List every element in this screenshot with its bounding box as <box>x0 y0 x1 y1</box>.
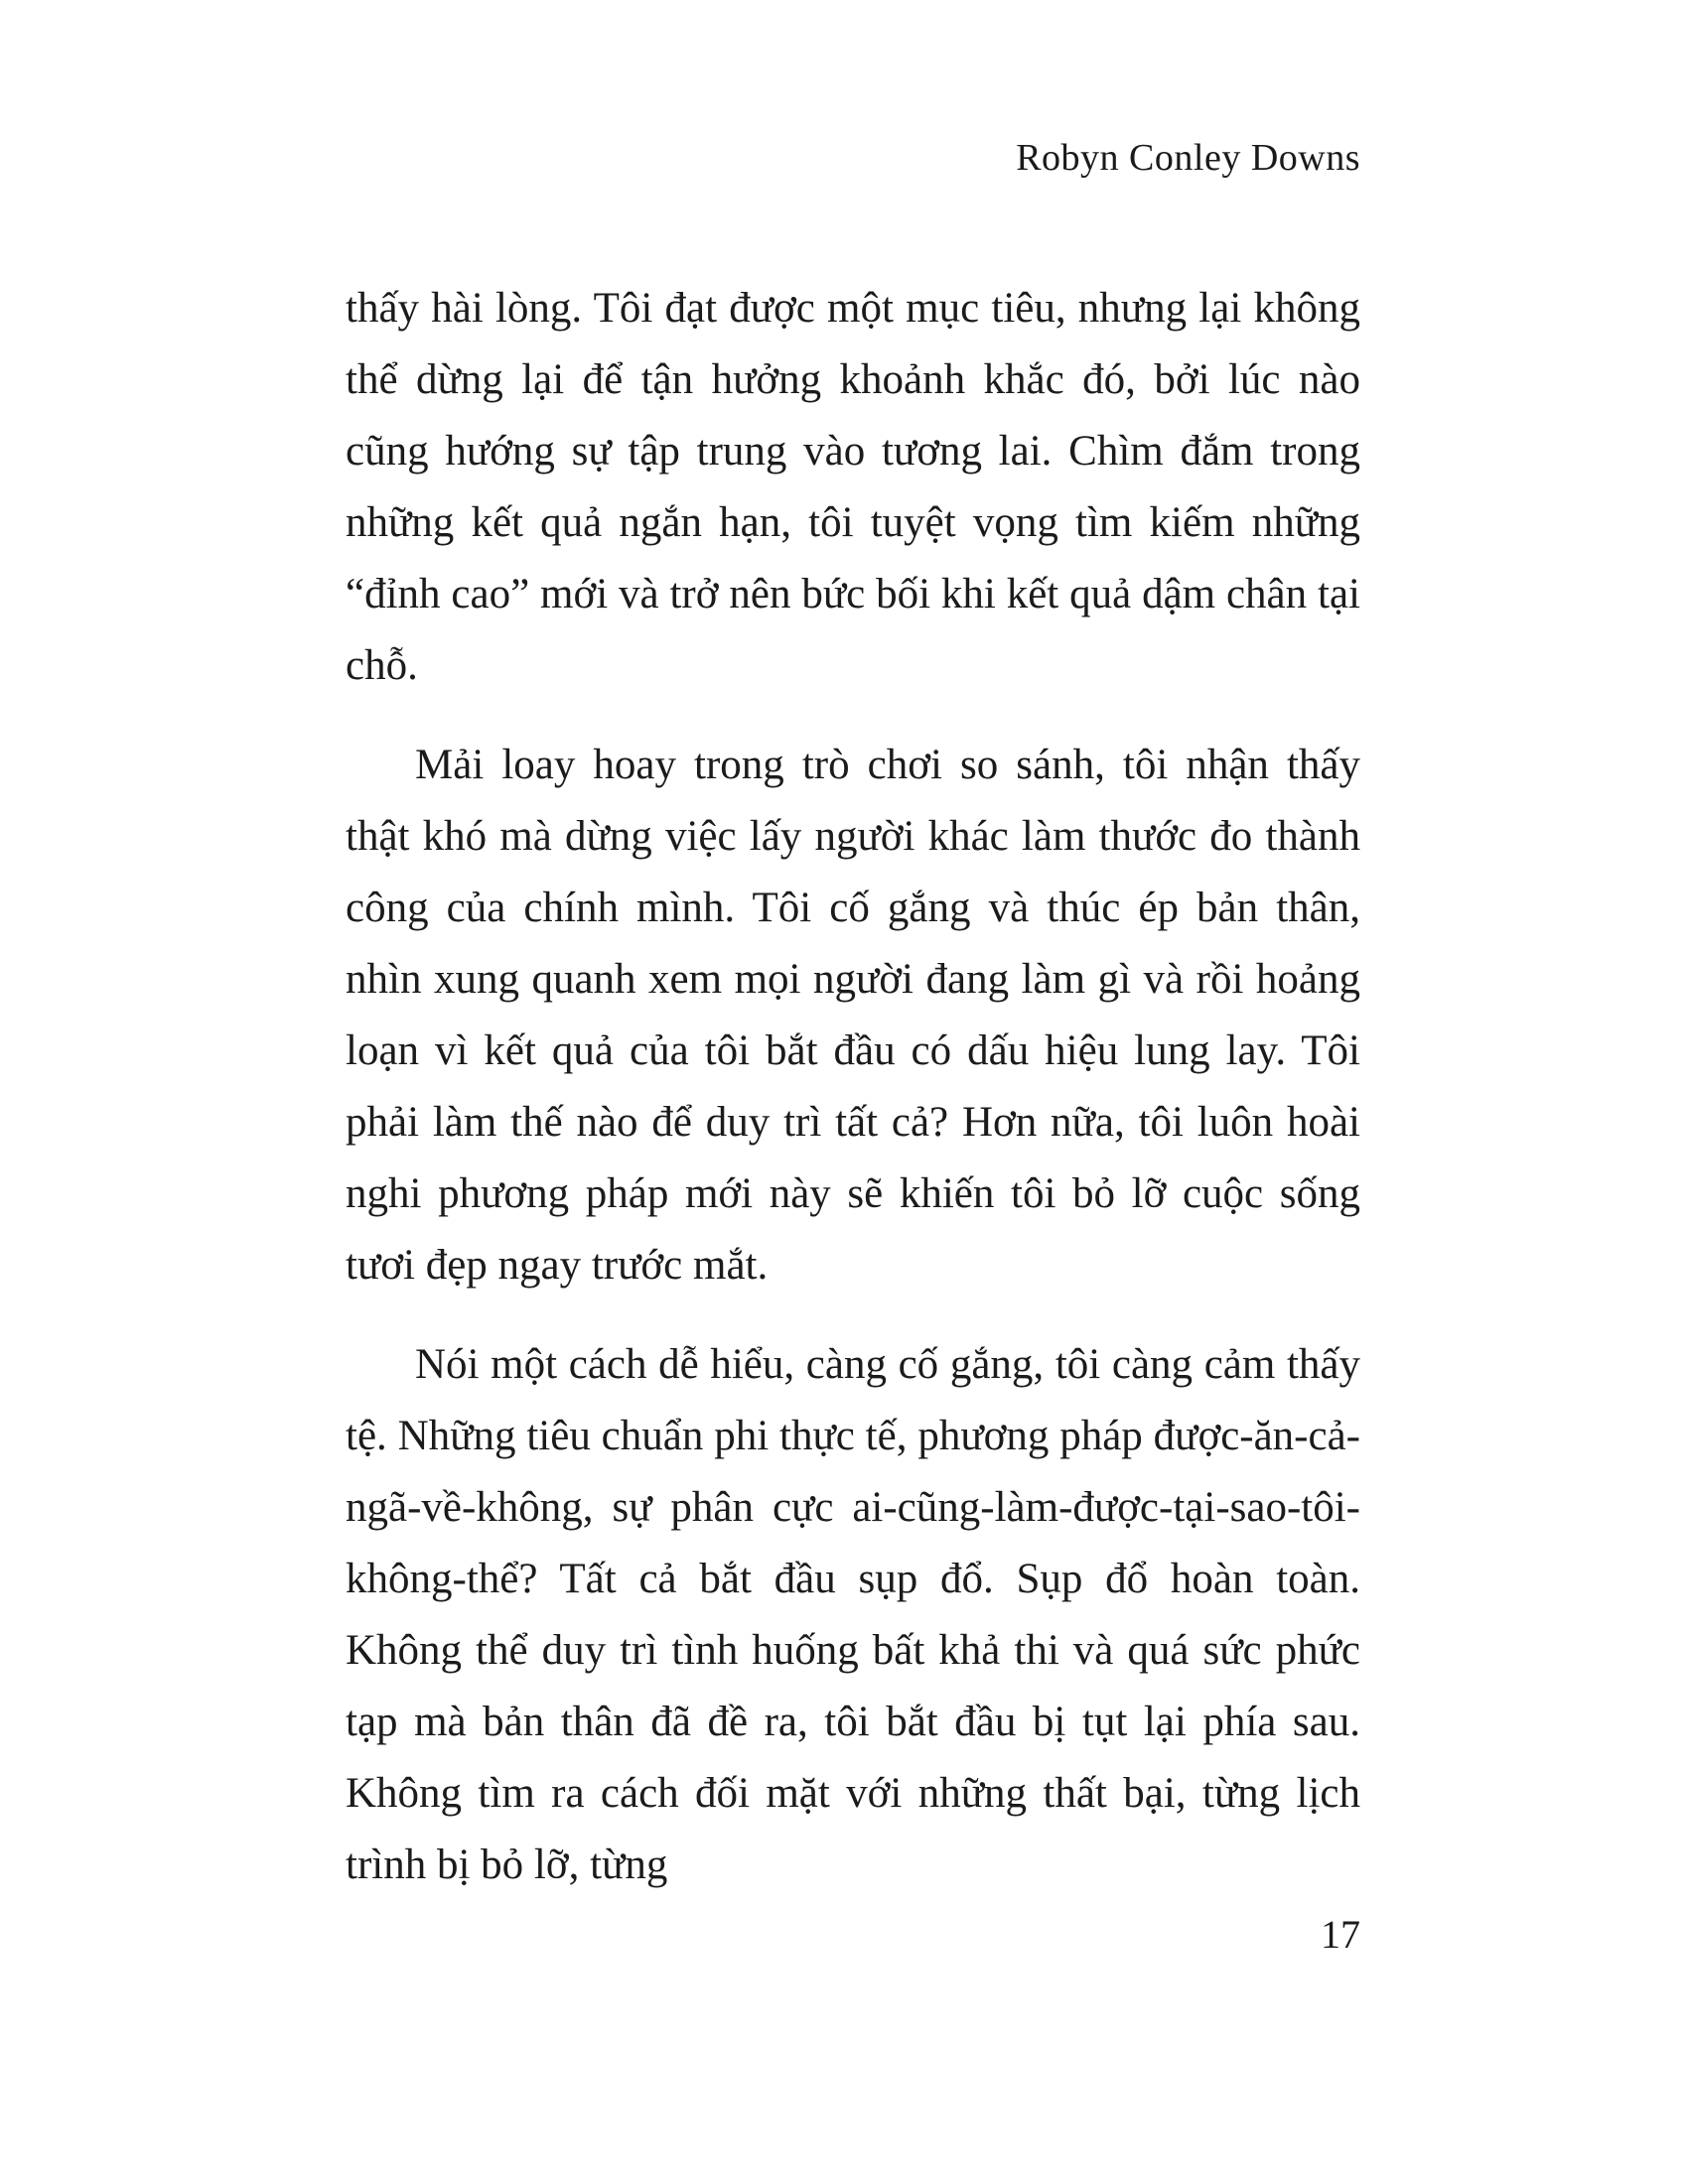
page-body <box>346 273 1360 1901</box>
running-header: Robyn Conley Downs <box>1016 137 1360 179</box>
paragraph: Nói một cách dễ hiểu, càng cố gắng, tôi càng cảm thấy tệ. Những tiêu chuẩn phi thực tế, phương pháp được-ăn-cả-ngã-về-không, sự phân cực ai-cũng-làm-được-tại-sao-tôi-không-thể? Tất cả bắt đầu sụp đổ. Sụp đổ hoàn toàn. Không thể duy trì tình huống bất khả thi và quá sức phức tạp mà bản thân đã đề ra, tôi bắt đầu bị tụt lại phía sau. Không tìm ra cách đối mặt với những thất bại, từng lịch trình bị bỏ lỡ, từng <box>346 1341 1360 1888</box>
page-number: 17 <box>1321 1912 1360 1957</box>
paragraph: Mải loay hoay trong trò chơi so sánh, tôi nhận thấy thật khó mà dừng việc lấy người khác làm thước đo thành công của chính mình. Tôi cố gắng và thúc ép bản thân, nhìn xung quanh xem mọi người đang làm gì và rồi hoảng loạn vì kết quả của tôi bắt đầu có dấu hiệu lung lay. Tôi phải làm thế nào để duy trì tất cả? Hơn nữa, tôi luôn hoài nghi phương pháp mới này sẽ khiến tôi bỏ lỡ cuộc sống tươi đẹp ngay trước mắt. <box>346 742 1360 1289</box>
paragraph: thấy hài lòng. Tôi đạt được một mục tiêu, nhưng lại không thể dừng lại để tận hưởng khoảnh khắc đó, bởi lúc nào cũng hướng sự tập trung vào tương lai. Chìm đắm trong những kết quả ngắn hạn, tôi tuyệt vọng tìm kiếm những “đỉnh cao” mới và trở nên bức bối khi kết quả dậm chân tại chỗ. <box>346 285 1360 689</box>
